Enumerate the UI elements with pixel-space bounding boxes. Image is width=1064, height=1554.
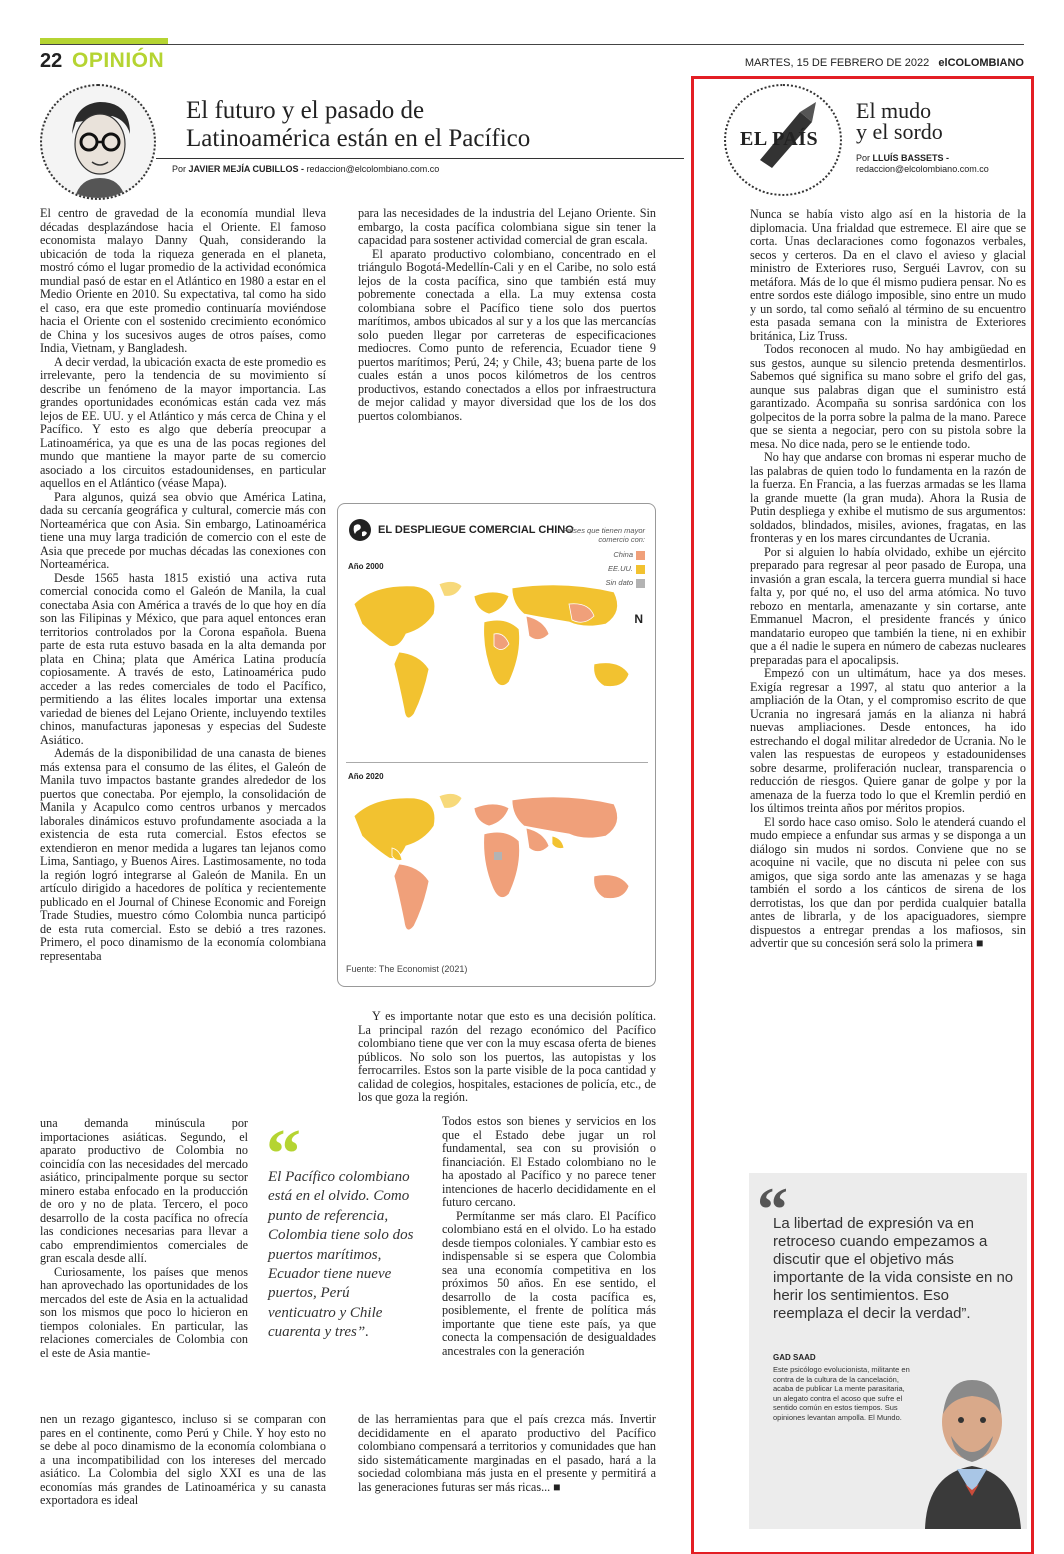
column-1-end (40, 1413, 326, 1508)
paragraph: Además de la disponibilidad de una canasta de bienes más extensa para el consumo de las élites, el Galeón de Manila tuvo impactos bastante grandes alrededor de los puertos que conectaba. Por ejemplo, la consolidación de Manila y Acapulco como centros urbanos y mercados laborales dinámicos estuvo profundamente asociada a la existencia de esta ruta comercial. Estos efectos se extendieron en menor medida a lugares tan lejanos como Lima, Santiago, y Buenos Aires. Lastimosamente, no toda la región logró integrarse al Galeón de Manila. En un artículo dirigido a hacedores de política y recientemente publicado en el Journal of Chinese Economic and Foreign Trade Studies, muestro cómo Colombia nunca participó de esta ruta comercial. Esto se debió a tres razones. Primero, el poco dinamismo de la economía colombiana representaba (40, 746, 326, 963)
byline (172, 164, 439, 174)
legend-swatch (636, 551, 645, 560)
paragraph: una demanda minúscula por importaciones asiáticas. Segundo, el aparato productivo de Colombia no coincidía con las necesidades del mercado asiático, principalmente porque su sector minero estaba enfocado en la producción de oro y no de plata. Tercero, el poco desarrollo de la costa pacífica no ofrecía las condiciones necesarias para llevar a cabo emprendimientos comerciales de gran escala desde allí. (40, 1116, 248, 1265)
paragraph: A decir verdad, la ubicación exacta de este promedio es irrelevante, pero la tendencia de su movimiento sí describe un fenómeno de la mayor importancia. Las grandes oportunidades económicas están cada vez más lejos de EE. UU. y el Atlántico y más cerca de China y el Pacífico. Y esto es algo que debería preocupar a Latinoamérica, ya que es una de las pocas regiones del mundo que mantiene la mayor parte de su comercio asociado a los circuitos estadounidenses, en particular aquellos en el Atlántico (véase Mapa). (40, 354, 326, 490)
legend-label: Sin dato (605, 578, 633, 587)
paragraph: Empezó con un ultimátum, hace ya dos meses. Exigía regresar a 1997, al statu quo anterior a la ampliación de la Otan, y el compromiso escrito de que Ucrania no ingresará jamás en la alianza ni habrá nuevas ampliaciones. Desde entonces, ha ido estrechando el dogal militar alrededor de Ucrania. No le valen las respuestas de europeos y estadounidenses sobre desarme, proliferación nuclear, transparencia o reducción de riesgos. Quiere ganar de golpe y por la amenaza de la fuerza todo lo que el Kremlin perdió en los últimos treinta años por méritos propios. (750, 666, 1026, 815)
paragraph: nen un rezago gigantesco, incluso si se comparan con pares en el continente, como Perú y Chile. Y hoy esto no se debe al poco dinamismo de la economía colombiana o a una incompatibilidad con los intereses del mercado asiático. La Colombia del siglo XXI es una de las economías más grandes de Latinoamérica y su canasta exportadora es ideal (40, 1412, 326, 1507)
sidebar-title-line-2: y el sordo (856, 119, 943, 144)
map-source: Fuente: The Economist (2021) (346, 964, 468, 974)
legend-swatch (636, 565, 645, 574)
dateline (745, 57, 1024, 69)
page-number: 22 (40, 50, 63, 72)
world-map-2000 (344, 574, 649, 754)
globe-icon (348, 518, 372, 542)
paragraph: No hay que andarse con bromas ni esperar mucho de las palabras de quien todo lo fundamenta en la razón de la fuerza. En Francia, a las fuerzas armadas se les llama la grande muette (la gran muda). Ahora la Rusia de Putin despliega y exhibe el mutismo de sus argumentos: soldados, blindados, misiles, aviones, fragatas, en las fronteras y en los mares circundantes de Ucrania. (750, 450, 1026, 545)
legend-title: Países que tienen mayor comercio con: (562, 526, 645, 544)
paragraph: El aparato productivo colombiano, concentrado en el triángulo Bogotá-Medellín-Cali y en el Caribe, no solo está lejos de la costa pacífica, sino que también está muy pobremente conectada a ella. La muy extensa costa colombiana sobre el Pacífico tiene solo dos puertos marítimos, ambos ubicados al sur y a los que las mercancías solo pueden llegar por carreteras de especificaciones mediocres. Como punto de referencia, Ecuador tiene 9 puertos marítimos; Perú, 24; y Chile, 43; buena parte de los cuales están a unos pocos kilómetros de los centros productivos, estando conectados a ellos por infraestructura de mejor calidad y mayor diversidad que los de los dos puertos colombianos. (358, 246, 656, 423)
pull-quote-mark: “ (266, 1116, 301, 1193)
column-2-lower (358, 1010, 656, 1105)
sidebar-body (750, 208, 1026, 951)
column-1-wrap (40, 1117, 248, 1360)
date: MARTES, 15 DE FEBRERO DE 2022 (744, 57, 930, 69)
title-line-1: El futuro y el pasado de (186, 97, 425, 124)
sidebar-title-line-1: El mudo (856, 98, 932, 123)
quote-author: GAD SAAD (773, 1353, 816, 1362)
column-2-wrap (442, 1115, 656, 1358)
legend-label: EE.UU. (607, 564, 633, 573)
world-map-2020 (344, 786, 649, 961)
column-2-end (358, 1413, 656, 1494)
map-infographic (337, 503, 656, 987)
author-portrait (40, 84, 156, 200)
paragraph: Curiosamente, los países que menos han aprovechado las oportunidades de los mercados del este de Asia en la actualidad son los mismos que poco lo hicieron en tiempos coloniales. En particular, las relaciones comerciales de Colombia con el este de Asia mantie- (40, 1264, 248, 1360)
quote-text: La libertad de expresión va en retroceso cuando empezamos a discutir que el objetivo más importante de la vida consiste en no herir los sentimientos. Eso reemplaza el decir la verdad”. (773, 1215, 1014, 1322)
paper-el: el (938, 57, 948, 69)
section-name: OPINIÓN (72, 49, 165, 72)
map-title: EL DESPLIEGUE COMERCIAL CHINO (378, 524, 574, 536)
paper-name: COLOMBIANO (947, 57, 1024, 69)
paragraph: para las necesidades de la industria del Lejano Oriente. Sin embargo, la costa pacífica colombiana sigue sin tener la capacidad para sostener actividad comercial de gran escala. (358, 206, 656, 247)
el-pais-logo-circle (724, 84, 842, 196)
sidebar-title (856, 100, 943, 142)
column-1 (40, 207, 326, 963)
opinion-sidebar (691, 76, 1034, 1554)
year-label-2000: Año 2000 (348, 562, 384, 571)
title-rule (156, 158, 684, 159)
paragraph: Todos reconocen al mudo. No hay ambigüedad en sus gestos, aunque su silencio pretenda desmentirlos. Sabemos qué significa su mano sobre el grifo del gas, aunque sus palabras digan que el suministro está garantizado. Acompaña su sonrisa sardónica con los golpecitos de la porra sobre la palma de la mano. Parece que se sienta a negociar, pero con su pistola sobre la mesa. No dice nada, pero se le entiende todo. (750, 342, 1026, 451)
quote-bio: Este psicólogo evolucionista, militante en contra de la cultura de la cancelación, acaba de publicar La mente parasitaria, un alegato contra el acoso que sufre el sentido común en estos tiempos. Sus opiniones levantan ampolla. El Mundo. (773, 1365, 910, 1422)
article-title (186, 97, 666, 153)
north-arrow: N (634, 612, 643, 626)
map-divider (346, 762, 648, 763)
paragraph: Todos estos son bienes y servicios en los que el Estado debe jugar un rol fundamental, sea con su provisión o financiación. El Estado colombiano no le ha apostado al Pacífico y no parece tener intenciones de hacerlo decididamente en el futuro cercano. (442, 1114, 656, 1209)
quote-mark: “ (757, 1176, 788, 1244)
paragraph: de las herramientas para que el país crezca más. Invertir decididamente en el aparato productivo del Pacífico colombiano compensará a territorios y comunidades que han sido sistemáticamente marginadas en el pasado, hará a la sociedad colombiana más justa en el presente y permitirá a las generaciones futuras ser más ricas... ■ (358, 1412, 656, 1494)
paragraph: Desde 1565 hasta 1815 existió una activa ruta comercial conocida como el Galeón de Manila, la cual conectaba Asia con América a través de lo que hoy en día son las Filipinas y México, que para aquel entonces eran territorios controlados por la Corona española. Buena parte de esta ruta estuvo basada en la alta demanda por plata en China; plata que América Latina producía copiosamente. A través de esto, Latinoamérica pudo acceder a las redes comerciales de todo el Pacífico, permitiendo a las élites locales importar una extensa variedad de bienes del Lejano Oriente, incluyendo textiles chinos, manufacturas japonesas y especias del Sudeste Asiático. (40, 570, 326, 747)
paragraph: Permítanme ser más claro. El Pacífico colombiano está en el olvido. Lo ha estado desde tiempos coloniales. Y cambiar esto es indispensable si se espera que Colombia sea una economía competitiva en los próximos 50 años. En ese sentido, el desarrollo de la costa pacífica es, posiblemente, el frente de política más importante que tiene este país, ya que conecta la compensación de desigualdades ancestrales con la generación (442, 1208, 657, 1358)
header-rule (40, 44, 1024, 45)
byline-by: Por (856, 153, 871, 163)
paragraph: El centro de gravedad de la economía mundial lleva décadas desplazándose hacia el Oriente. El famoso economista malayo Danny Quah, considerando la ubicación de toda la riqueza generada en el planeta, mostró cómo el lugar promedio de la actividad económica mundial pasó de estar en el Atlántico en 1980 a estar en el Medio Oriente en 2010. Su expectativa, tal como ha sido el caso, era que este promedio continuaría moviéndose hacia el Oriente con el sostenido crecimiento económico de China y los sucesivos auges de otros países, como India, Vietnam, y Bangladesh. (40, 206, 326, 355)
column-2 (358, 207, 656, 423)
paragraph: El sordo hace caso omiso. Solo le atenderá cuando el mudo empiece a enfundar sus armas y se disponga a un diálogo sin mudos ni sordos. Conviene que no se acoquine ni vacile, que no discuta ni pelee con sus amigos, que siga sordo ante las amenazas y se haga también el sordo a los cánticos de sirena de los derrotistas, los que dan por perdida cualquier batalla antes de librarla, y de los apaciguadores, siempre dispuestos a entregar prendas a los mafiosos, sin advertir que su concesión será solo la primera ■ (750, 814, 1026, 950)
quote-box (749, 1173, 1027, 1529)
sidebar-email: redaccion@elcolombiano.com.co (856, 164, 989, 174)
author-email: redaccion@elcolombiano.com.co (306, 164, 440, 174)
title-line-2: Latinoamérica están en el Pacífico (186, 125, 531, 152)
quote-author-photo (917, 1344, 1027, 1529)
sidebar-author: LLUÍS BASSETS - (872, 153, 950, 163)
sidebar-byline (856, 153, 989, 175)
legend-item (613, 550, 645, 560)
byline-by: Por (172, 164, 187, 174)
paragraph: Para algunos, quizá sea obvio que América Latina, dada su cercanía geográfica y cultural, comercie más con Norteamérica que con Asia. Sin embargo, Latinoamérica tiene una muy larga tradición de comercio con el este de Asia que precede por muchas décadas las conexiones con Norteamérica. (40, 489, 326, 571)
year-label-2020: Año 2020 (348, 772, 384, 781)
legend-item (608, 564, 645, 574)
legend-label: China (613, 550, 633, 559)
author-name: JAVIER MEJÍA CUBILLOS - (188, 164, 305, 174)
paragraph: Y es importante notar que esto es una decisión política. La principal razón del rezago económico del Pacífico colombiano tiene que ver con la muy escasa oferta de bienes públicos. No solo son los puertos, las autopistas y los ferrocarriles. Estos son la parte visible de la poca cantidad y calidad de colegios, hospitales, estaciones de policía, etc., de los que goza la región. (358, 1009, 656, 1104)
el-pais-logo: EL PAÍS (740, 128, 819, 150)
paragraph: Por si alguien lo había olvidado, exhibe un ejército preparado para regresar al peor pasado de Europa, una invasión a gran escala, la tercera guerra mundial si hace falta y, por qué no, el uso del arma atómica. No tuvo rebozo en mentarla, amenazante y sin cortarse, ante Emmanuel Macron, el presidente francés y único mandatario europeo que también la tiene, ni en exhibir que a él nadie le supera en número de cabezas nucleares preparadas para el apocalipsis. (750, 544, 1026, 667)
paragraph: Nunca se había visto algo así en la historia de la diplomacia. Una frialdad que estremece. El aire que se corta. Unas declaraciones como fogonazos verbales, secos y certeros. Da en el clavo el avieso y glacial ministro de Exteriores ruso, Serguéi Lavrov, con su metáfora. Más de lo que él mismo pudiera pensar. No es entre sordos este diálogo imposible, sino entre un mudo y un sordo, tal como señaló al término de su encuentro esta pasada semana con la ministra de Exteriores británica, Liz Truss. (750, 207, 1026, 343)
pull-quote: El Pacífico colombiano está en el olvido. Como punto de referencia, Colombia tiene solo dos puertos marítimos, Ecuador tiene nueve puertos, Perú venticuatro y Chile cuarenta y tres”. (268, 1169, 414, 1341)
